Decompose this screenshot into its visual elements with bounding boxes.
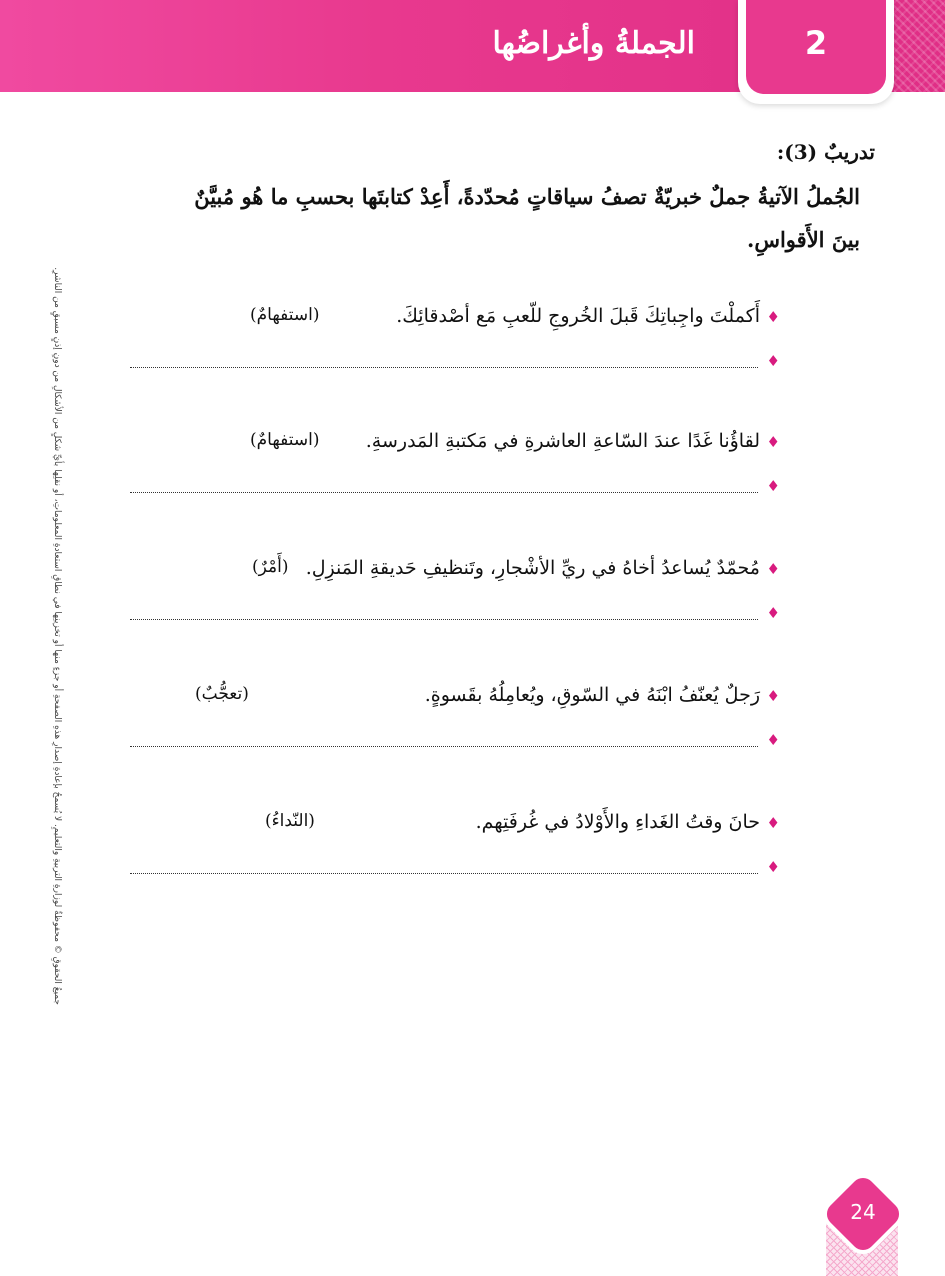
bullet-icon: ♦ — [766, 858, 780, 876]
item-sentence: أَكملْتَ واجِباتِكَ قَبلَ الخُروجِ للّعبِ مَع أصْدقائِكَ. — [396, 305, 760, 327]
exercise-item-3 — [130, 557, 780, 629]
bullet-icon: ♦ — [766, 814, 780, 832]
bullet-icon: ♦ — [766, 352, 780, 370]
item-sentence: حانَ وقتُ الغَداءِ والأَوْلادُ في غُرفَتِهم. — [475, 811, 760, 833]
exercise-item-1 — [130, 305, 780, 377]
exercise-item-4 — [130, 684, 780, 756]
unit-number: 2 — [804, 24, 828, 62]
bullet-icon: ♦ — [766, 687, 780, 705]
item-purpose: (أَمْرٌ) — [252, 557, 289, 577]
item-sentence: لقاؤُنا غَدًا عندَ السّاعةِ العاشرةِ في مَكتبةِ المَدرسةِ. — [365, 430, 760, 452]
exercise-item-2 — [130, 430, 780, 502]
unit-tab-inner — [746, 0, 886, 94]
answer-line[interactable] — [130, 474, 780, 502]
unit-title: الجملةُ وأغراضُها — [492, 26, 695, 61]
dotted-line — [130, 873, 758, 874]
bullet-icon: ♦ — [766, 560, 780, 578]
item-purpose: (استفهامٌ) — [250, 430, 320, 450]
dotted-line — [130, 492, 758, 493]
page-number: 24 — [850, 1200, 876, 1224]
answer-line[interactable] — [130, 728, 780, 756]
exercise-instruction: الجُملُ الآتيةُ جملٌ خبريّةٌ تصفُ سياقاتٍ مُحدّدةً، أَعِدْ كتابتَها بحسبِ ما هُو مُبيَّنٌ بينَ الأَقواسِ. — [194, 184, 860, 252]
item-sentence: رَجلٌ يُعنّفُ ابْنَهُ في السّوقِ، ويُعامِلُهُ بقَسوةٍ. — [424, 684, 760, 706]
answer-line[interactable] — [130, 855, 780, 883]
header-texture — [894, 0, 945, 92]
dotted-line — [130, 746, 758, 747]
item-sentence: مُحمّدٌ يُساعدُ أخاهُ في ريِّ الأشْجارِ، وتَنظيفِ حَديقةِ المَنزِلِ. — [305, 557, 760, 579]
bullet-icon: ♦ — [766, 433, 780, 451]
bullet-icon: ♦ — [766, 477, 780, 495]
exercise-item-5 — [130, 811, 780, 883]
bullet-icon: ♦ — [766, 731, 780, 749]
item-purpose: (تعجُّبٌ) — [195, 684, 249, 704]
dotted-line — [130, 367, 758, 368]
unit-tab — [738, 0, 894, 104]
item-purpose: (استفهامٌ) — [250, 305, 320, 325]
answer-line[interactable] — [130, 601, 780, 629]
item-purpose: (النّداءُ) — [265, 811, 315, 831]
bullet-icon: ♦ — [766, 604, 780, 622]
bullet-icon: ♦ — [766, 308, 780, 326]
answer-line[interactable] — [130, 349, 780, 377]
dotted-line — [130, 619, 758, 620]
exercise-title: تدريبٌ (3): — [776, 140, 875, 164]
copyright-note: جميعُ الحقوقِ © محفوظةٌ لوزارةِ التربيةِ والتعليمِ. لا يُسمحُ بإعادةِ إصدارِ هذهِ الصفحةِ أو جزءٍ منها أو تخزينِها في نطاقِ استعادةِ المعلوماتِ، أو نقلِها بأيِّ شكلٍ من الأشكالِ من دونِ إذنٍ مسبقٍ من الناشرِ. — [52, 267, 62, 1005]
